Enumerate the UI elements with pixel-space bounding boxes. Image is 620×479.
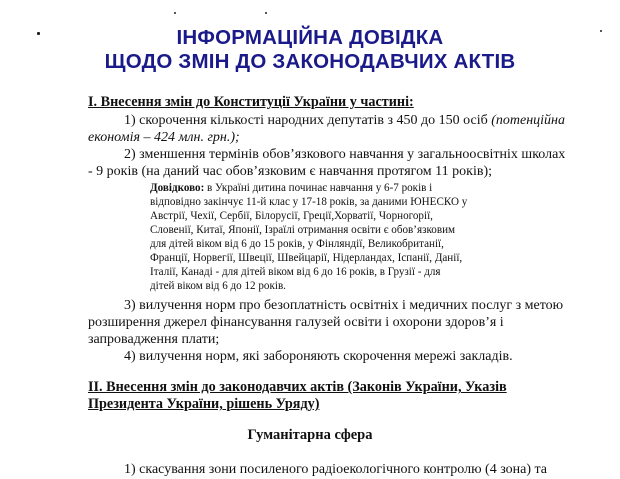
section2-heading-line1: ІІ. Внесення змін до законодавчих актів (Законів України, Указів xyxy=(88,379,507,395)
note-line5: для дітей віком від 6 до 15 років, у Фінляндії, Великобританії, xyxy=(150,238,444,250)
note-line4: Словенії, Китаї, Японії, Ізраїлі отримання освіти є обов’язковим xyxy=(150,224,456,236)
note-text: в Україні дитина починає навчання у 6-7 років і xyxy=(204,182,433,194)
note-label: Довідково: xyxy=(150,182,205,194)
item1-text: 1) скорочення кількості народних депутатів з 450 до 150 осіб xyxy=(124,113,488,128)
item3-line1: 3) вилучення норм про безоплатність освітніх і медичних послуг з метою xyxy=(124,298,564,313)
note-line3: Австрії, Чехії, Сербії, Білорусії, Греції,Хорватії, Чорногорії, xyxy=(150,210,433,222)
section2-item1-line1: 1) скасування зони посиленого радіоекологічного контролю (4 зона) та xyxy=(124,462,548,477)
item3-line3: запровадження плати; xyxy=(88,332,220,347)
item1-line2 xyxy=(88,129,240,146)
section2-heading-line2: Президента України, рішень Уряду) xyxy=(88,396,320,412)
note-line8: дітей віком від 6 до 12 років. xyxy=(150,280,286,292)
item2-line2: - 9 років (на даний час обов’язковим є навчання протягом 11 років); xyxy=(88,164,493,179)
scan-speck xyxy=(174,12,176,14)
item4-line: 4) вилучення норм, які забороняють скорочення мережі закладів. xyxy=(124,349,513,364)
doc-title-line2: ЩОДО ЗМІН ДО ЗАКОНОДАВЧИХ АКТІВ xyxy=(104,50,516,73)
doc-title-line1: ІНФОРМАЦІЙНА ДОВІДКА xyxy=(176,26,444,49)
scan-speck xyxy=(265,12,267,14)
section2-subheading: Гуманітарна сфера xyxy=(247,427,373,443)
item2-line1: 2) зменшення термінів обов’язкового навчання у загальноосвітніх школах xyxy=(124,147,566,162)
item1-italic: (потенційна xyxy=(491,113,566,128)
section1-heading: І. Внесення змін до Конституції України у частині: xyxy=(88,94,414,110)
note-line2: відповідно закінчує 11-й клас у 17-18 років, за даними ЮНЕСКО у xyxy=(150,196,468,208)
note-line7: Італії, Канаді - для дітей віком від 6 до 16 років, в Грузії - для xyxy=(150,266,441,278)
item3-line2: розширення джерел фінансування галузей освіти і охорони здоров’я і xyxy=(88,315,504,330)
item1-line1 xyxy=(124,112,565,129)
note-line1 xyxy=(150,181,432,195)
item1-italic-cont: економія – 424 млн. грн.); xyxy=(88,130,240,145)
note-line6: Франції, Норвегії, Швеції, Швейцарії, Нідерландах, Іспанії, Данії, xyxy=(150,252,463,264)
